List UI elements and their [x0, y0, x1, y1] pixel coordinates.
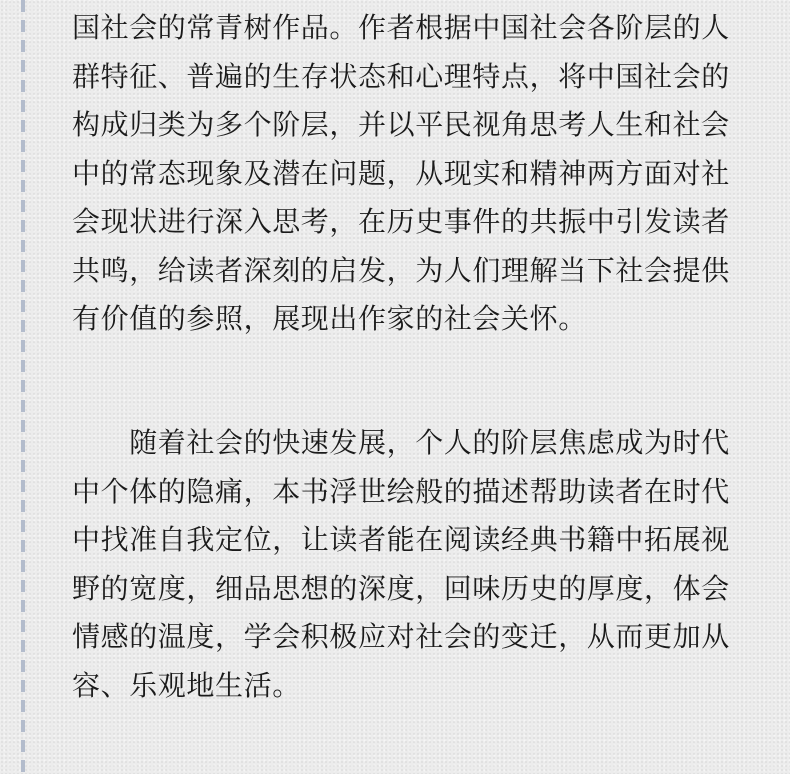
paragraph-2 — [72, 419, 742, 710]
paragraph-line: 情感的温度，学会积极应对社会的变迁，从而更加从 — [72, 620, 730, 653]
paragraph-line: 群特征、普遍的生存状态和心理特点，将中国社会的 — [72, 59, 730, 93]
paragraph-line: 有价值的参照，展现出作家的社会关怀。 — [72, 302, 587, 335]
paragraph-line: 中个体的隐痛，本书浮世绘般的描述帮助读者在时代 — [72, 474, 730, 508]
paragraph-line: 中找准自我定位，让读者能在阅读经典书籍中拓展视 — [72, 523, 730, 556]
dashed-border-line — [21, 0, 25, 774]
paragraph-line: 中的常态现象及潜在问题，从现实和精神两方面对社 — [72, 156, 730, 190]
paragraph-line: 容、乐观地生活。 — [72, 668, 301, 702]
paragraph-line: 会现状进行深入思考，在历史事件的共振中引发读者 — [72, 205, 730, 238]
paragraph-line: 野的宽度，细品思想的深度，回味历史的厚度，体会 — [72, 571, 730, 605]
paragraph-line: 随着社会的快速发展，个人的阶层焦虑成为时代 — [72, 426, 730, 459]
paragraph-line: 构成归类为多个阶层，并以平民视角思考人生和社会 — [72, 108, 730, 141]
paragraph-1 — [72, 4, 742, 344]
paragraph-line: 国社会的常青树作品。作者根据中国社会各阶层的人 — [72, 11, 730, 44]
paragraph-line: 共鸣，给读者深刻的启发，为人们理解当下社会提供 — [72, 253, 730, 287]
